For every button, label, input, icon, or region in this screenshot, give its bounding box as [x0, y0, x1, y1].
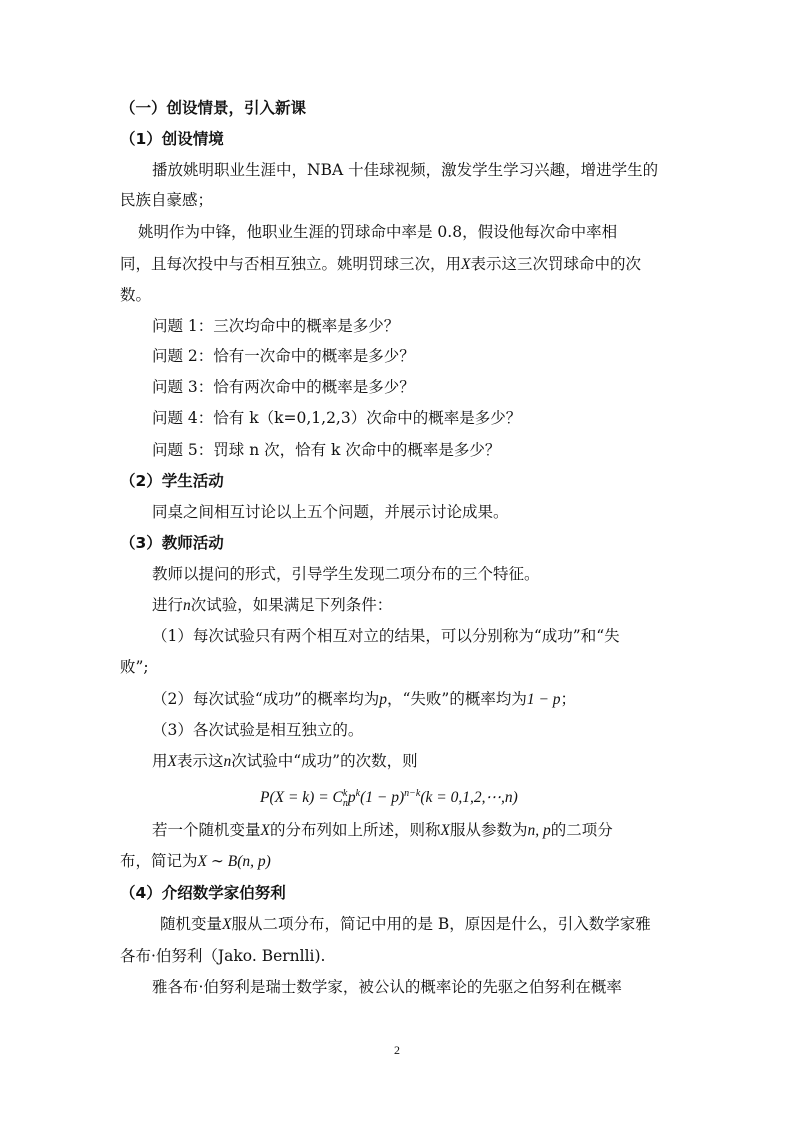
question-5: 问题 5：罚球 n 次，恰有 k 次命中的概率是多少？ [152, 441, 501, 459]
paragraph-line: 同桌之间相互讨论以上五个问题，并展示讨论成果。 [152, 503, 509, 521]
text-span: 的分布列如上所述，则称 [269, 821, 441, 839]
paragraph-line [152, 820, 613, 841]
text-span: 的二项分 [550, 821, 613, 839]
math-expression: X ∼ B(n, p) [197, 853, 271, 870]
formula-p: p [347, 789, 356, 807]
math-variable: n [183, 597, 191, 614]
math-expression: n, p [527, 822, 551, 839]
text-span: 布，简记为 [120, 852, 198, 870]
question-4: 问题 4：恰有 k（k=0,1,2,3）次命中的概率是多少？ [152, 409, 522, 427]
condition-1-cont: 败”; [120, 658, 149, 676]
text-span: ，“失败”的概率均为 [386, 690, 527, 708]
paragraph-line: 民族自豪感； [120, 191, 214, 209]
paragraph-line [160, 914, 651, 935]
paragraph-line: 姚明作为中锋，他职业生涯的罚球命中率是 0.8，假设他每次命中率相 [138, 223, 618, 241]
formula-sub: n [342, 797, 348, 809]
heading-bernoulli: （4）介绍数学家伯努利 [120, 884, 286, 902]
math-variable: X [222, 916, 232, 933]
text-span: ； [560, 690, 577, 708]
paragraph-line: 数。 [120, 286, 152, 304]
heading-student-activity: （2）学生活动 [120, 472, 224, 490]
text-span: 用 [152, 752, 168, 770]
math-variable: X [461, 256, 471, 273]
formula-lhs: P(X = k) = C [260, 789, 343, 807]
condition-1: （1）每次试验只有两个相互对立的结果，可以分别称为“成功”和“失 [152, 627, 620, 645]
paragraph-line: 播放姚明职业生涯中，NBA 十佳球视频，激发学生学习兴趣，增进学生的 [152, 161, 659, 179]
text-span: 次试验，如果满足下列条件： [190, 596, 393, 614]
math-variable: X [167, 753, 177, 770]
paragraph-line: 雅各布·伯努利是瑞士数学家，被公认的概率论的先驱之伯努利在概率 [152, 978, 622, 996]
formula-sup: k [355, 788, 361, 799]
question-1: 问题 1：三次均命中的概率是多少？ [152, 317, 400, 335]
paragraph-line: 各布·伯努利（Jako. Bernlli). [120, 947, 326, 965]
text-span: 若一个随机变量 [152, 821, 261, 839]
text-span: 次试验中“成功”的次数，则 [231, 752, 418, 770]
text-span: 同，且每次投中与否相互独立。姚明罚球三次，用 [120, 255, 462, 273]
math-variable: p [379, 691, 387, 708]
paragraph-line [152, 595, 392, 616]
condition-2 [152, 689, 576, 710]
formula-sup: k [342, 787, 348, 799]
paragraph-line: 教师以提问的形式，引导学生发现二项分布的三个特征。 [152, 565, 540, 583]
question-2: 问题 2：恰有一次命中的概率是多少？ [152, 347, 415, 365]
page-number: 2 [394, 1043, 400, 1057]
formula-sup: n−k [404, 788, 421, 799]
math-variable: n [223, 753, 232, 770]
text-span: 表示这 [176, 752, 224, 770]
formula-mid: (1 − p) [360, 789, 405, 807]
condition-3: （3）各次试验是相互独立的。 [152, 721, 364, 739]
question-3: 问题 3：恰有两次命中的概率是多少？ [152, 378, 415, 396]
heading-create-situation: （1）创设情境 [120, 130, 224, 148]
formula-rhs: (k = 0,1,2,⋯,n) [420, 789, 518, 807]
text-span: 服从参数为 [449, 821, 528, 839]
text-span: 进行 [152, 596, 184, 614]
text-span: 表示这三次罚球命中的次 [470, 255, 641, 273]
binomial-formula [260, 784, 518, 809]
math-variable: X [260, 822, 270, 839]
paragraph-line [120, 254, 641, 275]
text-span: 随机变量 [160, 915, 223, 933]
paragraph-line [120, 851, 271, 872]
heading-teacher-activity: （3）教师活动 [120, 534, 224, 552]
text-span: 服从二项分布，简记中用的是 B，原因是什么，引入数学家雅 [231, 915, 651, 933]
math-expression: 1 − p [526, 691, 561, 708]
section-title: （一）创设情景，引入新课 [120, 99, 307, 117]
text-span: （2）每次试验“成功”的概率均为 [152, 690, 380, 708]
paragraph-line [152, 751, 418, 772]
math-variable: X [440, 822, 450, 839]
